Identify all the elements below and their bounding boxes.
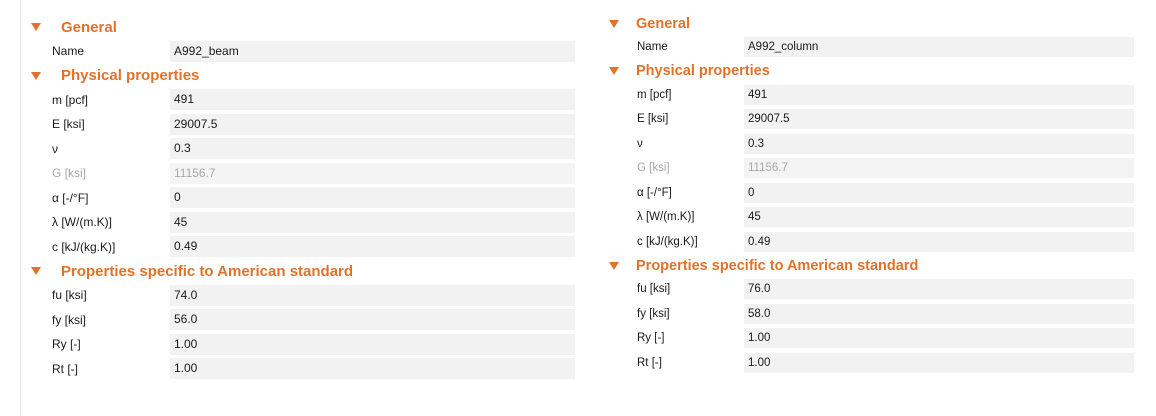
chevron-down-icon[interactable] [609, 262, 619, 270]
property-row-m [608, 83, 1134, 108]
material-panel-beam [30, 15, 575, 381]
property-value-field[interactable]: 56.0 [170, 309, 575, 330]
property-label: c [kJ/(kg.K)] [637, 235, 698, 248]
property-value-field[interactable]: 491 [744, 85, 1134, 105]
chevron-down-icon[interactable] [31, 72, 41, 80]
property-label: fy [ksi] [637, 307, 670, 320]
property-row-nu [608, 132, 1134, 157]
property-label: E [ksi] [52, 117, 85, 132]
property-label: ν [52, 141, 58, 156]
section-title: Physical properties [61, 67, 200, 84]
property-value-field[interactable]: 0.49 [744, 232, 1134, 252]
property-label: Ry [-] [637, 332, 665, 345]
property-label: Rt [-] [52, 361, 78, 376]
material-panel-column [608, 12, 1134, 375]
chevron-down-icon[interactable] [31, 23, 41, 31]
section-title: Properties specific to American standard [636, 257, 919, 274]
property-label: G [ksi] [52, 166, 87, 181]
property-value-field[interactable]: 29007.5 [170, 114, 575, 135]
property-label: α [-/°F] [637, 186, 672, 199]
chevron-down-icon[interactable] [609, 67, 619, 75]
property-row-g [608, 156, 1134, 181]
property-value-field[interactable]: 76.0 [744, 279, 1134, 299]
property-label: c [kJ/(kg.K)] [52, 239, 116, 254]
property-row-c [30, 235, 575, 260]
property-label: fu [ksi] [52, 288, 87, 303]
property-row-ry [608, 326, 1134, 351]
property-row-m [30, 88, 575, 113]
chevron-down-icon[interactable] [31, 267, 41, 275]
property-value-field[interactable]: 58.0 [744, 304, 1134, 324]
name-row [608, 35, 1134, 60]
property-label: α [-/°F] [52, 190, 89, 205]
property-value-field[interactable]: 1.00 [170, 358, 575, 379]
section-american-header[interactable] [608, 254, 1134, 277]
name-label: Name [637, 41, 668, 54]
property-label: G [ksi] [637, 162, 670, 175]
section-title: Physical properties [636, 63, 770, 79]
property-row-e [30, 112, 575, 137]
section-american-header[interactable] [30, 259, 575, 283]
property-label: λ [W/(m.K)] [52, 215, 112, 230]
property-value-field[interactable]: 45 [744, 207, 1134, 227]
property-value-field[interactable]: 45 [170, 212, 575, 233]
property-row-ry [30, 332, 575, 357]
property-row-lambda [608, 205, 1134, 230]
section-physical-header[interactable] [608, 60, 1134, 83]
property-value-readonly: 11156.7 [744, 158, 1134, 178]
property-row-fy [30, 308, 575, 333]
property-label: fu [ksi] [637, 283, 671, 296]
property-value-field[interactable]: 0 [170, 187, 575, 208]
name-row [30, 39, 575, 64]
property-row-fu [608, 277, 1134, 302]
property-label: λ [W/(m.K)] [637, 211, 695, 224]
section-general-header[interactable] [30, 15, 575, 39]
property-row-fu [30, 283, 575, 308]
section-title: General [61, 18, 117, 36]
property-value-field[interactable]: 0.3 [744, 134, 1134, 154]
property-row-nu [30, 137, 575, 162]
property-label: ν [637, 137, 643, 150]
name-field[interactable]: A992_beam [170, 41, 575, 62]
name-field[interactable]: A992_column [744, 37, 1134, 57]
property-value-field[interactable]: 29007.5 [744, 109, 1134, 129]
section-general-header[interactable] [608, 12, 1134, 35]
property-label: Rt [-] [637, 356, 662, 369]
property-value-field[interactable]: 491 [170, 89, 575, 110]
property-row-rt [30, 357, 575, 382]
property-label: Ry [-] [52, 337, 81, 352]
property-value-field[interactable]: 0 [744, 183, 1134, 203]
property-row-fy [608, 302, 1134, 327]
property-value-field[interactable]: 0.49 [170, 236, 575, 257]
property-label: E [ksi] [637, 113, 669, 126]
property-label: fy [ksi] [52, 312, 87, 327]
property-value-field[interactable]: 74.0 [170, 285, 575, 306]
property-row-alpha [608, 181, 1134, 206]
property-row-alpha [30, 186, 575, 211]
property-value-field[interactable]: 0.3 [170, 138, 575, 159]
section-physical-header[interactable] [30, 64, 575, 88]
property-value-field[interactable]: 1.00 [170, 334, 575, 355]
section-title: General [636, 15, 690, 32]
property-value-field[interactable]: 1.00 [744, 353, 1134, 373]
property-row-c [608, 230, 1134, 255]
property-row-lambda [30, 210, 575, 235]
property-row-rt [608, 351, 1134, 376]
name-label: Name [52, 44, 85, 59]
property-label: m [pcf] [52, 92, 89, 107]
section-title: Properties specific to American standard [61, 262, 354, 280]
property-row-e [608, 107, 1134, 132]
panel-divider [20, 0, 21, 416]
property-value-readonly: 11156.7 [170, 163, 575, 184]
property-row-g [30, 161, 575, 186]
chevron-down-icon[interactable] [609, 20, 619, 28]
property-label: m [pcf] [637, 88, 672, 101]
property-value-field[interactable]: 1.00 [744, 328, 1134, 348]
